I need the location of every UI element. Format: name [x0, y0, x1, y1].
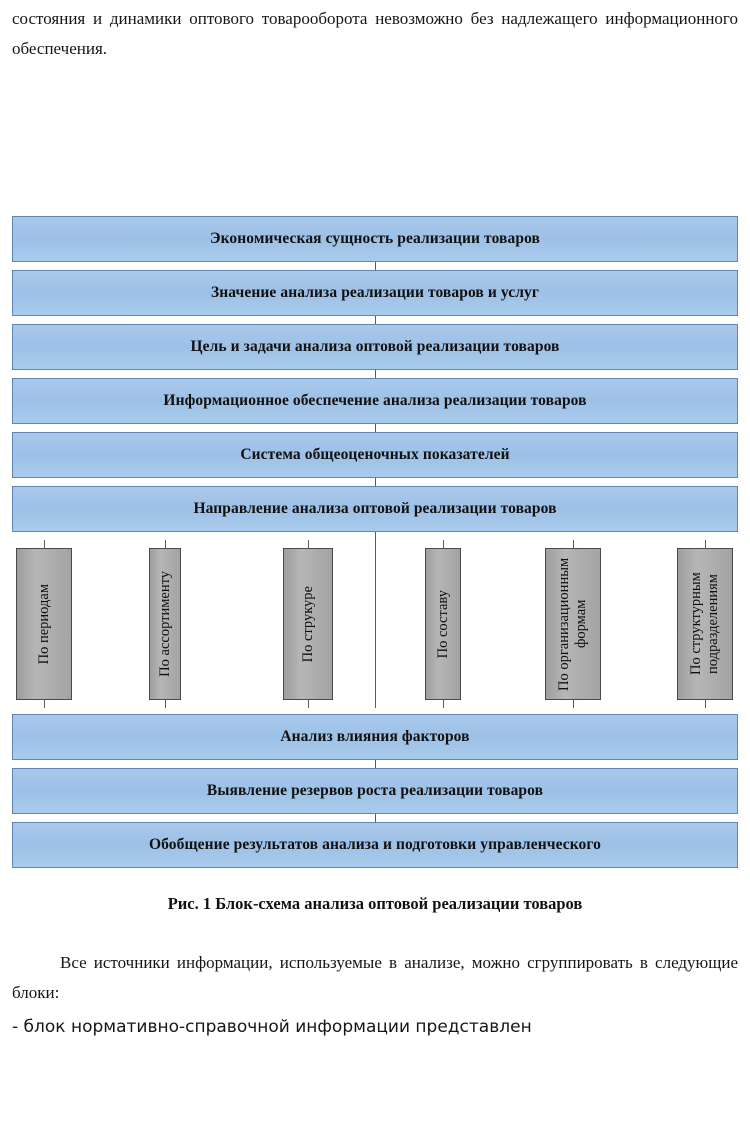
- branch-block-6: [677, 548, 733, 700]
- flow-block-9: Обобщение результатов анализа и подготовки управленческого: [12, 822, 738, 868]
- flow-row: [12, 714, 738, 760]
- branch-block-1: [16, 548, 72, 700]
- connector-line: [375, 532, 376, 540]
- flow-row: [12, 216, 738, 262]
- after-paragraph-text: Все источники информации, используемые в анализе, можно сгруппировать в следующие блоки:: [12, 953, 738, 1002]
- branch-block-label: По структурным подразделениям: [688, 572, 721, 676]
- branch-block-label: По составу: [434, 589, 451, 659]
- flow-block-6: Направление анализа оптовой реализации товаров: [12, 486, 738, 532]
- connector-line: [443, 700, 444, 708]
- connector-line: [573, 700, 574, 708]
- spine-line: [375, 540, 376, 708]
- flow-diagram: [12, 216, 738, 868]
- connector-line: [165, 540, 166, 548]
- connector-line: [308, 700, 309, 708]
- connector-line: [44, 540, 45, 548]
- connector-line: [165, 700, 166, 708]
- last-line: - блок нормативно-справочной информации представлен: [12, 1017, 532, 1037]
- branch-block-label: По организационным формам: [556, 557, 589, 691]
- connector-line: [375, 424, 376, 432]
- after-paragraph: [12, 948, 738, 1008]
- connector-line: [308, 540, 309, 548]
- branch-band: [12, 540, 738, 708]
- flow-row: [12, 270, 738, 316]
- flow-row: [12, 486, 738, 532]
- flow-block-8: Выявление резервов роста реализации товаров: [12, 768, 738, 814]
- flow-block-4: Информационное обеспечение анализа реализации товаров: [12, 378, 738, 424]
- flow-block-1: Экономическая сущность реализации товаров: [12, 216, 738, 262]
- connector-line: [375, 370, 376, 378]
- flow-block-7: Анализ влияния факторов: [12, 714, 738, 760]
- flow-row: [12, 768, 738, 814]
- connector-line: [375, 760, 376, 768]
- flow-row: [12, 324, 738, 370]
- connector-line: [44, 700, 45, 708]
- connector-line: [705, 700, 706, 708]
- branch-block-2: [149, 548, 181, 700]
- flow-row: [12, 378, 738, 424]
- connector-line: [443, 540, 444, 548]
- connector-line: [375, 814, 376, 822]
- intro-paragraph: состояния и динамики оптового товарооборота невозможно без надлежащего информационного обеспечения.: [12, 9, 738, 58]
- branch-block-5: [545, 548, 601, 700]
- connector-line: [375, 478, 376, 486]
- branch-block-4: [425, 548, 461, 700]
- connector-line: [375, 316, 376, 324]
- connector-line: [573, 540, 574, 548]
- flow-block-3: Цель и задачи анализа оптовой реализации товаров: [12, 324, 738, 370]
- flow-row: [12, 432, 738, 478]
- branch-block-3: [283, 548, 333, 700]
- flow-block-2: Значение анализа реализации товаров и услуг: [12, 270, 738, 316]
- branch-block-label: По периодам: [35, 583, 52, 665]
- branch-block-label: По струкуре: [299, 585, 316, 663]
- flow-block-5: Система общеоценочных показателей: [12, 432, 738, 478]
- connector-line: [375, 262, 376, 270]
- flow-row: [12, 822, 738, 868]
- figure-caption: Рис. 1 Блок-схема анализа оптовой реализации товаров: [167, 894, 583, 913]
- connector-line: [705, 540, 706, 548]
- branch-block-label: По ассортименту: [156, 571, 173, 677]
